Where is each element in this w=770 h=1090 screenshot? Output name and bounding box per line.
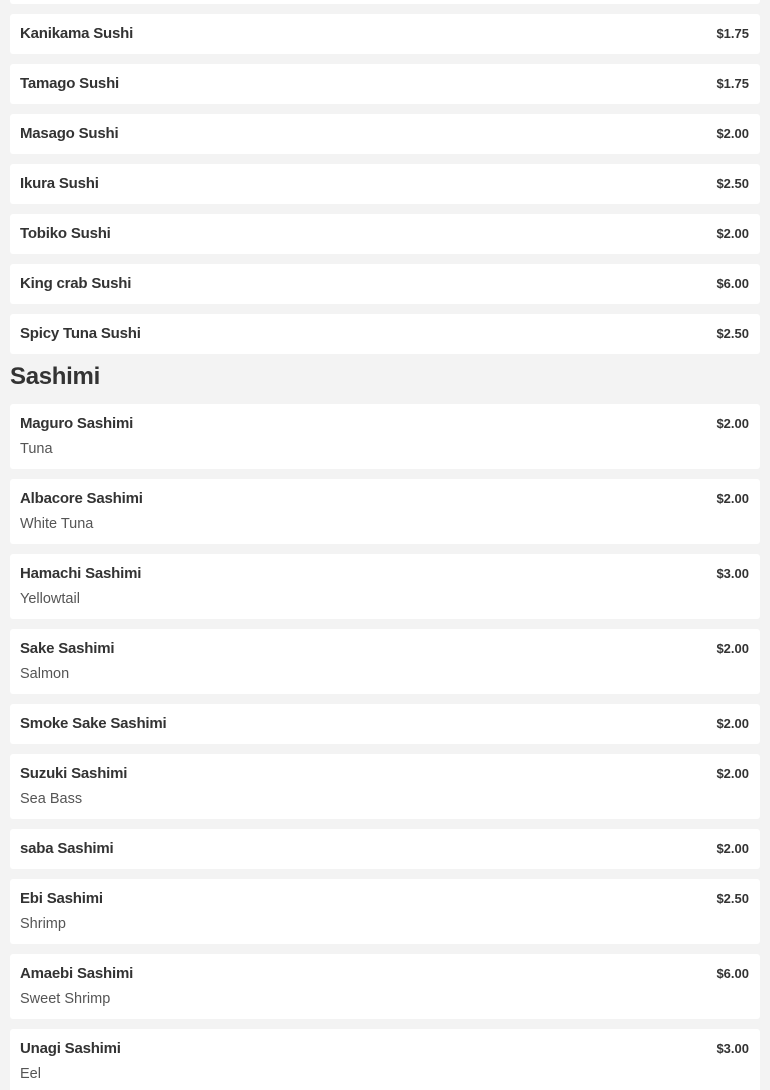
item-price: $2.00 bbox=[716, 226, 749, 241]
item-name: Smoke Sake Sashimi bbox=[20, 715, 167, 732]
item-name: Masago Sushi bbox=[20, 125, 119, 142]
item-name: Ebi Sashimi bbox=[20, 890, 103, 907]
item-name: Albacore Sashimi bbox=[20, 490, 143, 507]
menu-item-card[interactable] bbox=[10, 0, 760, 4]
item-name: Hamachi Sashimi bbox=[20, 565, 142, 582]
item-description: Sweet Shrimp bbox=[20, 991, 111, 1007]
menu-item-card[interactable] bbox=[10, 114, 760, 154]
item-description: Yellowtail bbox=[20, 591, 80, 607]
item-price: $2.50 bbox=[716, 326, 749, 341]
item-price: $2.00 bbox=[716, 641, 749, 656]
item-name: Spicy Tuna Sushi bbox=[20, 325, 141, 342]
item-price: $3.00 bbox=[716, 566, 749, 581]
item-name: King crab Sushi bbox=[20, 275, 132, 292]
menu-item-card[interactable] bbox=[10, 479, 760, 544]
menu-item-card[interactable] bbox=[10, 629, 760, 694]
item-price: $2.00 bbox=[716, 841, 749, 856]
item-price: $2.00 bbox=[716, 491, 749, 506]
item-name: Ikura Sushi bbox=[20, 175, 99, 192]
item-description: Shrimp bbox=[20, 916, 66, 932]
menu-item-card[interactable] bbox=[10, 314, 760, 354]
menu-list bbox=[10, 14, 760, 1090]
item-description: White Tuna bbox=[20, 516, 94, 532]
item-price: $2.00 bbox=[716, 126, 749, 141]
menu-item-card[interactable] bbox=[10, 704, 760, 744]
item-price: $3.00 bbox=[716, 1041, 749, 1056]
section-title: Sashimi bbox=[10, 363, 100, 390]
item-name: Maguro Sashimi bbox=[20, 415, 134, 432]
menu-item-card[interactable] bbox=[10, 14, 760, 54]
item-price: $2.50 bbox=[716, 891, 749, 906]
item-price: $2.00 bbox=[716, 716, 749, 731]
item-price: $2.00 bbox=[716, 416, 749, 431]
item-name: Sake Sashimi bbox=[20, 640, 115, 657]
menu-item-card[interactable] bbox=[10, 879, 760, 944]
menu-item-card[interactable] bbox=[10, 64, 760, 104]
menu-item-card[interactable] bbox=[10, 1029, 760, 1090]
item-name: Tamago Sushi bbox=[20, 75, 120, 92]
item-name: Kanikama Sushi bbox=[20, 25, 134, 42]
item-name: Tobiko Sushi bbox=[20, 225, 111, 242]
menu-item-card[interactable] bbox=[10, 829, 760, 869]
item-description: Salmon bbox=[20, 666, 70, 682]
item-name: saba Sashimi bbox=[20, 840, 114, 857]
item-description: Tuna bbox=[20, 441, 53, 457]
item-price: $2.00 bbox=[716, 766, 749, 781]
menu-item-card[interactable] bbox=[10, 214, 760, 254]
menu-item-card[interactable] bbox=[10, 264, 760, 304]
item-price: $1.75 bbox=[716, 26, 749, 41]
item-price: $1.75 bbox=[716, 76, 749, 91]
menu-item-card[interactable] bbox=[10, 164, 760, 204]
item-name: Suzuki Sashimi bbox=[20, 765, 128, 782]
item-description: Eel bbox=[20, 1066, 41, 1082]
item-name: Unagi Sashimi bbox=[20, 1040, 121, 1057]
item-price: $6.00 bbox=[716, 966, 749, 981]
item-name: Amaebi Sashimi bbox=[20, 965, 134, 982]
item-description: Sea Bass bbox=[20, 791, 83, 807]
item-price: $2.50 bbox=[716, 176, 749, 191]
menu-item-card[interactable] bbox=[10, 554, 760, 619]
item-price: $6.00 bbox=[716, 276, 749, 291]
menu-item-card[interactable] bbox=[10, 404, 760, 469]
menu-item-card[interactable] bbox=[10, 754, 760, 819]
menu-item-card[interactable] bbox=[10, 954, 760, 1019]
